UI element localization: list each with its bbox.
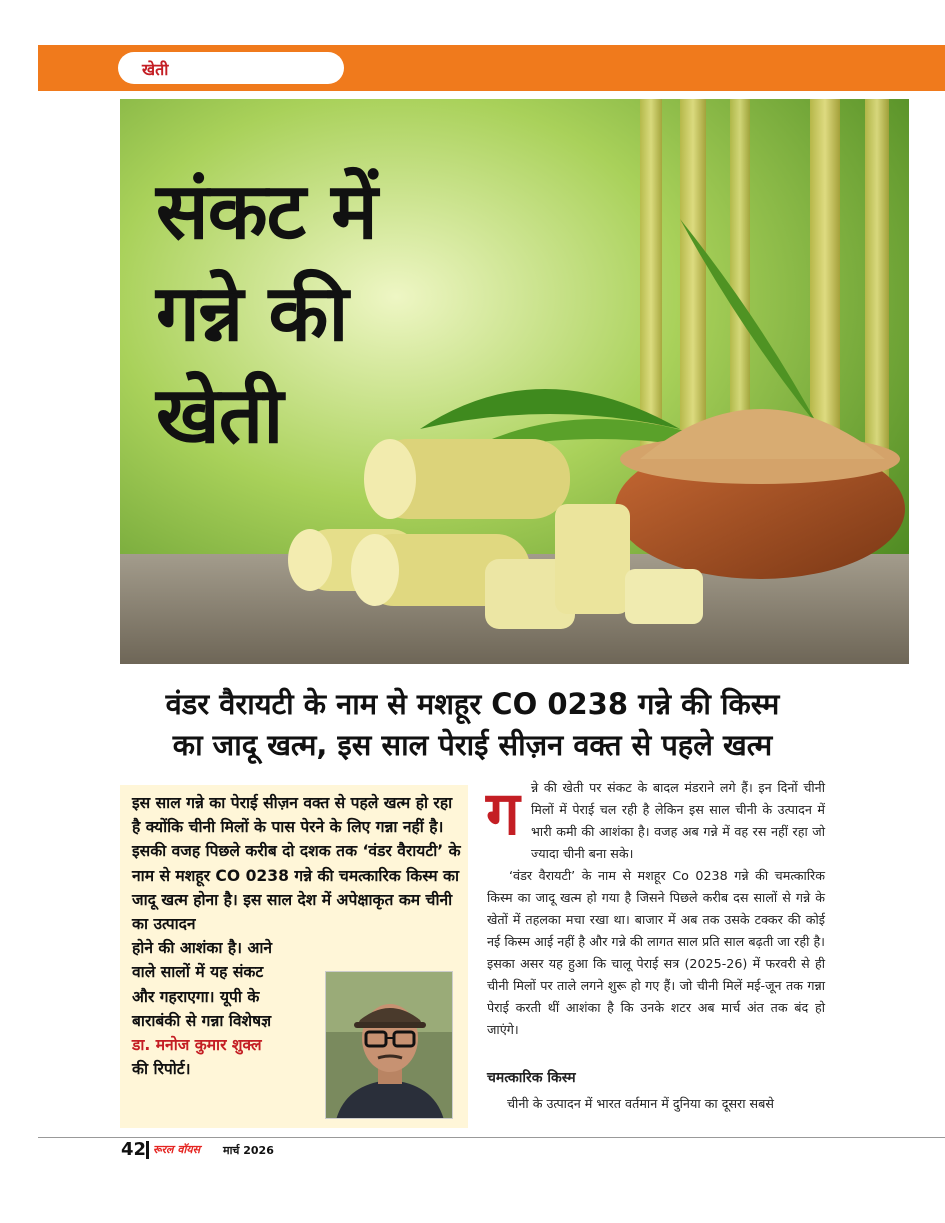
summary-outro: की रिपोर्ट।	[132, 1060, 191, 1079]
article-paragraph: चीनी के उत्पादन में भारत वर्तमान में दुनिया का दूसरा सबसे	[507, 1096, 774, 1111]
summary-box	[120, 785, 468, 1128]
page-number: 42	[121, 1139, 147, 1160]
hero-title	[156, 161, 377, 467]
article-subhead: चमत्कारिक किस्म	[487, 1070, 576, 1086]
hero-title-line: गन्ने की	[156, 269, 348, 359]
author-portrait	[326, 972, 453, 1119]
article-paragraph: न्ने की खेती पर संकट के बादल मंडराने लगे हैं। इन दिनों चीनी मिलों में पेराई चल रही है लेकिन इस साल चीनी के उत्पादन में भारी कमी की आशंका है। वजह अब गन्ने में वह रस नहीं रहा जो ज्यादा चीनी बना सके।	[531, 780, 825, 861]
headline-line: वंडर वैरायटी के नाम से मशहूर CO 0238 गन्ने की किस्म	[165, 687, 780, 721]
footer-rule	[38, 1137, 945, 1138]
hero-title-line: संकट में	[156, 167, 377, 257]
magazine-logo: रूरल वॉयस	[153, 1143, 201, 1156]
drop-cap: ग	[486, 779, 520, 849]
author-name: डा. मनोज कुमार शुक्ल	[132, 1036, 262, 1055]
hero-image	[120, 99, 909, 664]
article-body	[487, 777, 825, 1041]
hero-title-line: खेती	[156, 371, 283, 461]
author-photo	[325, 971, 453, 1119]
footer-separator	[146, 1141, 149, 1159]
issue-date: मार्च 2026	[223, 1144, 274, 1157]
summary-narrow: होने की आशंका है। आने वाले सालों में यह संकट और गहराएगा। यूपी के बाराबंकी से गन्ना विशेषज्ञ	[132, 939, 273, 1030]
section-label: खेती	[142, 60, 169, 79]
article-paragraph: ‘वंडर वैरायटी’ के नाम से मशहूर Co 0238 गन्ने की चमत्कारिक किस्म का जादू खत्म हो गया है जिसने पिछले करीब दस सालों से गन्ने के खेतों में तहलका मचा रखा था। बाजार में अब तक उसके टक्कर की कोई नई किस्म आई नहीं है और गन्ने की लागत साल प्रति साल बढ़ती जा रही है। इसका असर यह हुआ कि चालू पेराई सत्र (2025-26) में फरवरी से ही चीनी मिलों पर ताले लगने शुरू हो गए हैं। जो चीनी मिलें मई-जून तक गन्ना पेराई करती थीं आशंका है कि उनके शटर अब मार्च अंत तक बंद हो जाएंगे।	[487, 868, 825, 1037]
article-headline	[100, 684, 845, 766]
summary-intro: इस साल गन्ने का पेराई सीज़न वक्त से पहले खत्म हो रहा है क्योंकि चीनी मिलों के पास पेरने के लिए गन्ना नहीं है। इसकी वजह पिछले करीब दो दशक तक ‘वंडर वैरायटी’ के नाम से मशहूर CO 0238 गन्ने की चमत्कारिक किस्म का जादू खत्म होना है। इस साल देश में अपेक्षाकृत कम चीनी का उत्पादन	[132, 794, 461, 934]
headline-line: का जादू खत्म, इस साल पेराई सीज़न वक्त से पहले खत्म	[172, 728, 773, 762]
